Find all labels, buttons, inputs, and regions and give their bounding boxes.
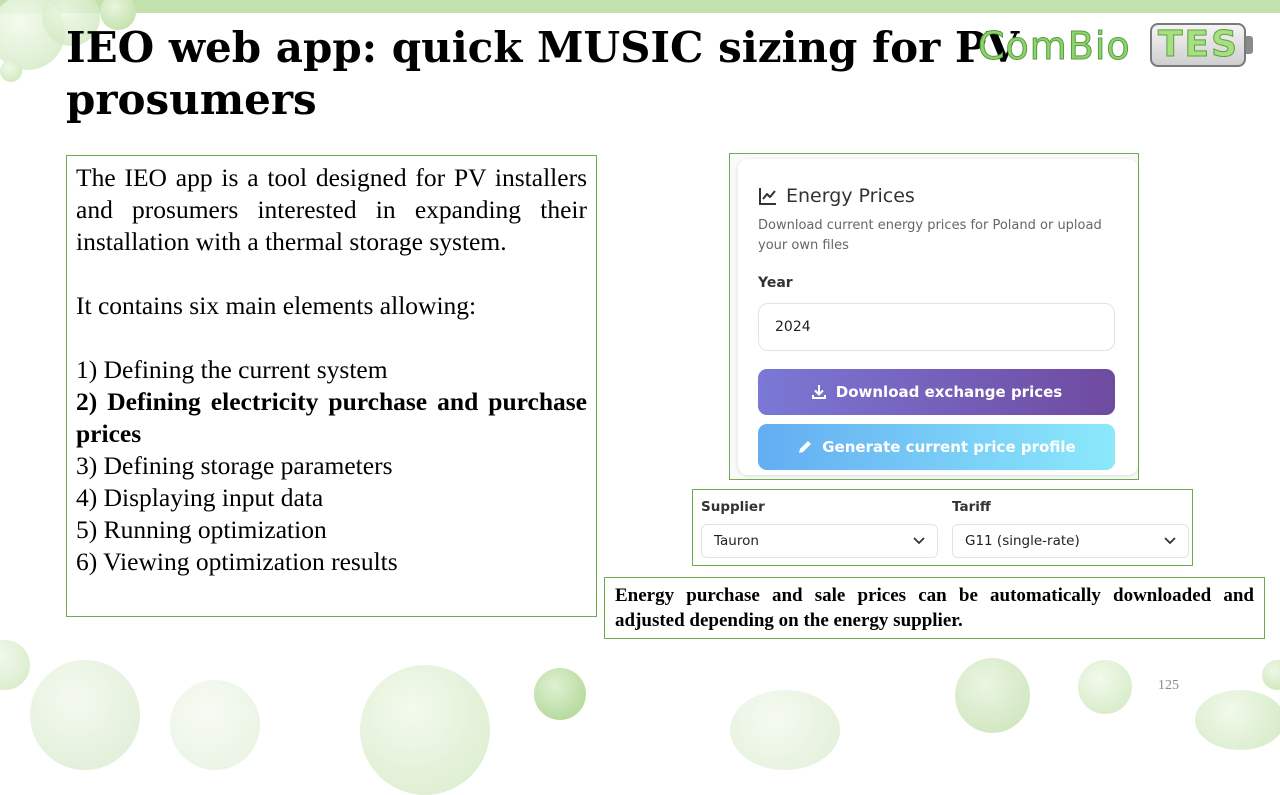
decor-bubble <box>730 690 840 770</box>
line-chart-icon <box>758 186 778 206</box>
tariff-select[interactable] <box>952 524 1189 558</box>
list-item: 1) Defining the current system <box>76 355 388 384</box>
list-item-highlighted: 2) Defining electricity purchase and purchase prices <box>76 387 587 448</box>
battery-cap <box>1246 36 1253 54</box>
list-item: 4) Displaying input data <box>76 483 324 512</box>
decor-bubble <box>1078 660 1132 714</box>
download-button-label: Download exchange prices <box>835 383 1063 401</box>
decor-bubble <box>955 658 1030 733</box>
download-exchange-prices-button[interactable] <box>758 369 1115 415</box>
decor-bubble <box>360 665 490 795</box>
decor-bubble <box>534 668 586 720</box>
description-box <box>66 155 597 617</box>
list-item: 6) Viewing optimization results <box>76 547 398 576</box>
note-box: Energy purchase and sale prices can be automatically downloaded and adjusted depending on the energy supplier. <box>604 577 1265 639</box>
decor-bubble <box>170 680 260 770</box>
decor-bubble <box>1195 690 1280 750</box>
generate-price-profile-button[interactable] <box>758 424 1115 470</box>
list-item: 3) Defining storage parameters <box>76 451 393 480</box>
supplier-tariff-panel <box>692 489 1193 566</box>
year-label: Year <box>758 275 793 291</box>
chevron-down-icon <box>1164 537 1176 545</box>
page-number: 125 <box>1158 678 1179 693</box>
chevron-down-icon <box>913 537 925 545</box>
pencil-icon <box>797 439 813 455</box>
list-item: 5) Running optimization <box>76 515 327 544</box>
intro-text: The IEO app is a tool designed for PV installers and prosumers interested in expanding their installation with a thermal storage system. <box>76 163 587 256</box>
generate-button-label: Generate current price profile <box>822 438 1076 456</box>
energy-prices-card <box>738 159 1138 475</box>
card-title-text: Energy Prices <box>786 185 915 207</box>
logo-text-tes: TES <box>1158 24 1240 65</box>
tariff-label: Tariff <box>952 499 991 515</box>
card-description: Download current energy prices for Poland or upload your own files <box>758 218 1102 253</box>
slide-title: IEO web app: quick MUSIC sizing for PV prosumers <box>66 23 1020 124</box>
supplier-select[interactable] <box>701 524 938 558</box>
decor-bubble <box>0 640 30 690</box>
top-accent-bar <box>0 0 1280 13</box>
supplier-label: Supplier <box>701 499 765 515</box>
tariff-value: G11 (single-rate) <box>965 533 1080 549</box>
card-title <box>758 185 915 207</box>
lead-text: It contains six main elements allowing: <box>76 291 477 320</box>
download-icon <box>811 384 827 400</box>
year-input[interactable] <box>758 303 1115 351</box>
combiotes-logo <box>978 20 1258 72</box>
logo-text-combio: ComBio <box>978 24 1131 68</box>
supplier-value: Tauron <box>714 533 759 549</box>
decor-bubble <box>30 660 140 770</box>
decor-bubble <box>1262 660 1280 690</box>
decor-bubble <box>0 60 22 82</box>
